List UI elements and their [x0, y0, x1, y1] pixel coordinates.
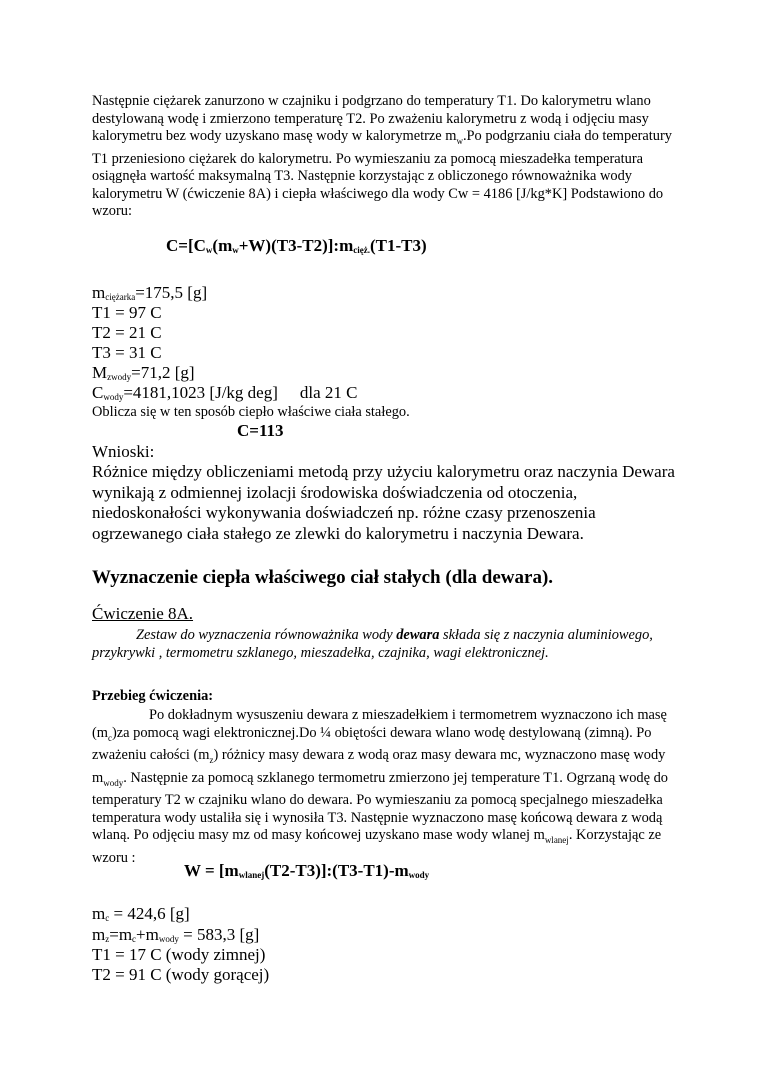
- intro-text-1: Następnie ciężarek zanurzono w czajniku i podgrzano do temperatury T1. Do kalorymetru wlano destylowaną wodę i zmierzono temperaturę T2. Po zważeniu kalorymetru z wodą i odjęciu masy kalorymetru bez wody uzyskano masę wody w kalorymetrze m: [92, 93, 651, 145]
- calc-note: Oblicza się w ten sposób ciepło właściwe ciała stałego.: [92, 404, 410, 420]
- value-mass-weight: $m_{ciężarka}=175,5$ [g]: [92, 283, 208, 302]
- intro-text-2: .Po podgrzaniu ciała do temperatury T1 przeniesiono ciężarek do kalorymetru. Po wymieszaniu za pomocą mieszadełka temperatura osiągnęła wartość maksymalną T3. Następnie korzystając z obliczonego równoważnika wody kalorymetru W (ćwiczenie 8A) i ciepła właściwego dla wody Cw = 4186 [J/kg*K] Podstawiono do wzoru:: [92, 128, 672, 220]
- result-c: C=113: [237, 421, 284, 440]
- value-cw: $C_{wody}=4181,1023$ [J/kg deg] dla 21 C: [92, 383, 358, 402]
- intro-paragraph: [92, 93, 682, 221]
- procedure-paragraph: Po dokładnym wysuszeniu dewara z mieszadełkiem i termometrem wyznaczono ich masę $(m_c)za$ pomocą wagi elektronicznej.Do ¼ obiętości dewara wlano wodę destylowaną (zimną). Po zważeniu całości $(m_z)$ różnicy masy dewara z wodą oraz masy dewara mc, wyznaczono masę wody $m_{wody}$. Następnie za pomocą szklanego termometru zmierzono jej temperature T1. Ogrzaną wodę do temperatury T2 w czajniku wlano do dewara. Po wymieszaniu za pomocą specjalnego mieszadełka temperatura wody ustaliła się i wynosiła T3. Następnie wyznaczono masę końcową dewara z wodą wlaną. Po odjęciu masy mz od masy końcowej uzyskano mase wody wlanej $m_{wlanej}$. Korzystając ze wzoru :: [92, 707, 668, 866]
- intro-sub-1: w: [456, 136, 463, 147]
- conclusions-text: Różnice między obliczeniami metodą przy użyciu kalorymetru oraz naczynia Dewara wynikają z odmiennej izolacji środowiska doświadczenia od otoczenia, niedoskonałości wykonywania doświadczeń np. różne czasy przenoszenia ogrzewanego ciała stałego ze zlewki do kalorymetru i naczynia Dewara.: [92, 462, 675, 543]
- kit-description: Zestaw do wyznaczenia równoważnika wody dewara składa się z naczynia aluminiowego, przykrywki , termometru szklanego, mieszadełka, czajnika, wagi elektronicznej.: [92, 627, 653, 661]
- formula-specific-heat: $C=[C_w(m_w+W)(T3-T2)]:m_{cięż.}(T1-T3)$: [166, 236, 427, 255]
- conclusions-heading: Wnioski:: [92, 442, 155, 461]
- exercise-title: Ćwiczenie 8A.: [92, 604, 194, 623]
- value-t1: T1 = 97 C: [92, 303, 162, 322]
- value-t2-hot: T2 = 91 C (wody gorącej): [92, 965, 270, 984]
- value-t3: T3 = 31 C: [92, 343, 162, 362]
- value-t1-cold: T1 = 17 C (wody zimnej): [92, 945, 266, 964]
- section-title: Wyznaczenie ciepła właściwego ciał stałych (dla dewara).: [92, 567, 554, 588]
- value-mass-water: $M_{zwody}=71,2$ [g]: [92, 363, 195, 382]
- formula-water-equivalent: $W = [m_{wlanej}(T2-T3)]:(T3-T1)-m_{wody}$: [184, 861, 430, 880]
- value-t2: T2 = 21 C: [92, 323, 162, 342]
- value-mc: $m_c = 424,6$ [g]: [92, 904, 190, 923]
- procedure-heading: Przebieg ćwiczenia:: [92, 688, 214, 704]
- value-mz: $m_z=m_c+m_{wody} = 583,3$ [g]: [92, 925, 260, 944]
